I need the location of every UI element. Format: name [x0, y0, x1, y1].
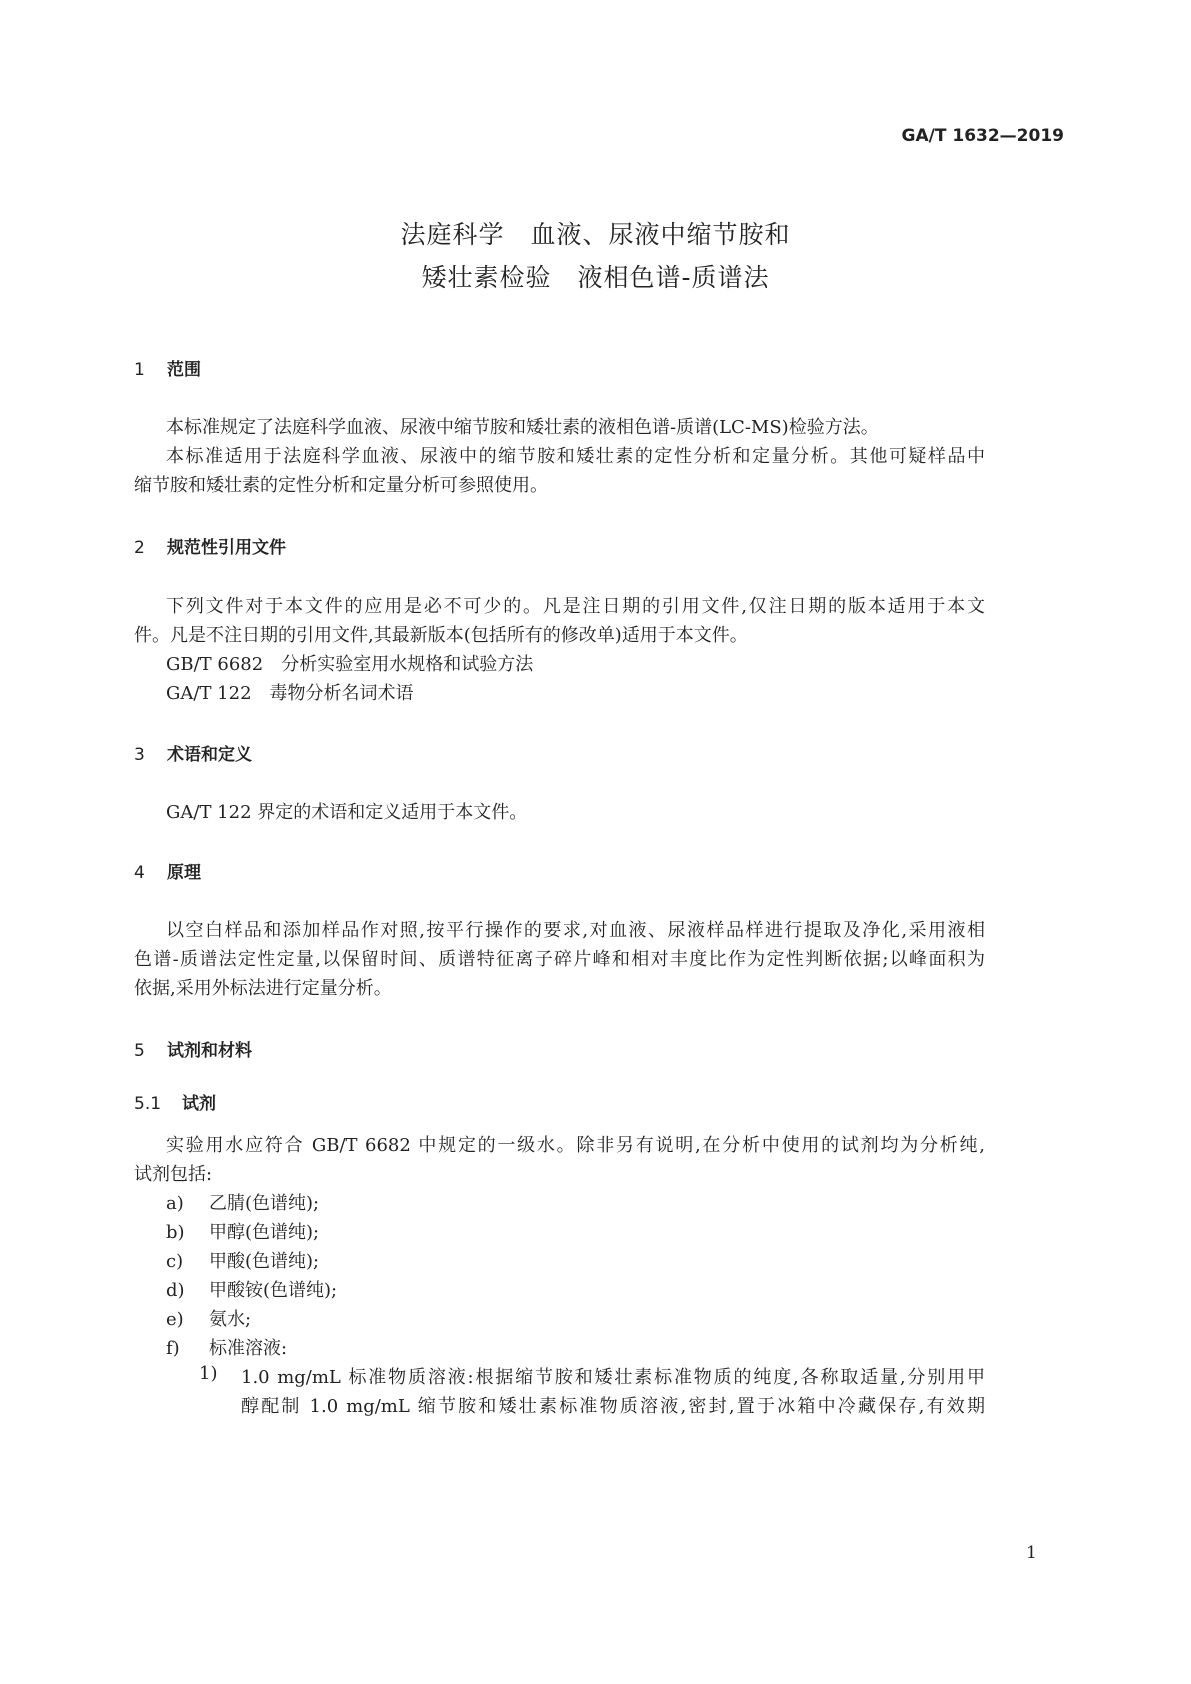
sub-list-marker: 1): [199, 1363, 218, 1384]
s1-paragraph-1: 本标准规定了法庭科学血液、尿液中缩节胺和矮壮素的液相色谱-质谱(LC-MS)检验方法。: [166, 417, 879, 438]
section-number: 5.1: [134, 1094, 162, 1114]
s3-paragraph: GA/T 122 界定的术语和定义适用于本文件。: [166, 802, 528, 823]
list-marker: e): [166, 1309, 184, 1330]
section-title: 术语和定义: [167, 745, 252, 765]
standard-number: GA/T 1632—2019: [901, 126, 1064, 146]
page-number: 1: [1026, 1543, 1037, 1563]
section-title: 原理: [167, 863, 201, 883]
sub-list-line-1: 1.0 mg/mL 标准物质溶液:根据缩节胺和矮壮素标准物质的纯度,各称取适量,分别用甲: [241, 1367, 985, 1388]
s1-paragraph-2-line-1: 本标准适用于法庭科学血液、尿液中的缩节胺和矮壮素的定性分析和定量分析。其他可疑样品中: [166, 446, 985, 467]
list-marker: b): [166, 1222, 185, 1243]
s4-paragraph-line-1: 以空白样品和添加样品作对照,按平行操作的要求,对血液、尿液样品样进行提取及净化,采用液相: [166, 920, 985, 941]
list-item: [166, 1189, 319, 1215]
section-title: 试剂: [182, 1094, 216, 1114]
section-title: 范围: [167, 360, 201, 380]
list-marker: d): [166, 1280, 185, 1301]
list-marker: f): [166, 1338, 180, 1359]
section-number: 3: [134, 745, 145, 765]
reference-gbt-6682: GB/T 6682 分析实验室用水规格和试验方法: [166, 654, 534, 675]
list-item: [166, 1276, 337, 1302]
s2-paragraph-line-1: 下列文件对于本文件的应用是必不可少的。凡是注日期的引用文件,仅注日期的版本适用于本文: [166, 596, 985, 617]
s5-1-paragraph-line-1: 实验用水应符合 GB/T 6682 中规定的一级水。除非另有说明,在分析中使用的试剂均为分析纯,: [166, 1135, 985, 1156]
s2-paragraph-line-2: 件。凡是不注日期的引用文件,其最新版本(包括所有的修改单)适用于本文件。: [134, 625, 748, 646]
list-text: 标准溶液:: [209, 1338, 288, 1359]
section-5-heading: [134, 1036, 252, 1061]
list-marker: a): [166, 1193, 184, 1214]
list-marker: c): [166, 1251, 184, 1272]
list-text: 甲醇(色谱纯);: [209, 1222, 320, 1243]
title-line-2: 矮壮素检验 液相色谱-质谱法: [421, 263, 770, 292]
list-text: 乙腈(色谱纯);: [209, 1193, 320, 1214]
s4-paragraph-line-3: 依据,采用外标法进行定量分析。: [134, 978, 392, 999]
s4-paragraph-line-2: 色谱-质谱法定性定量,以保留时间、质谱特征离子碎片峰和相对丰度比作为定性判断依据;以峰面积为: [134, 949, 985, 970]
section-number: 4: [134, 863, 145, 883]
section-1-heading: [134, 355, 201, 380]
section-number: 2: [134, 538, 145, 558]
list-item: [166, 1305, 251, 1331]
section-title: 规范性引用文件: [167, 538, 286, 558]
section-number: 1: [134, 360, 145, 380]
s5-1-paragraph-line-2: 试剂包括:: [134, 1164, 213, 1185]
section-number: 5: [134, 1041, 145, 1061]
sub-list-line-2: 醇配制 1.0 mg/mL 缩节胺和矮壮素标准物质溶液,密封,置于冰箱中冷藏保存,有效期: [241, 1396, 985, 1417]
section-5-1-heading: [134, 1089, 216, 1114]
reference-gat-122: GA/T 122 毒物分析名词术语: [166, 683, 414, 704]
list-item: [166, 1247, 319, 1273]
list-text: 甲酸铵(色谱纯);: [209, 1280, 338, 1301]
list-item: [166, 1218, 319, 1244]
section-title: 试剂和材料: [167, 1041, 252, 1061]
section-4-heading: [134, 858, 201, 883]
list-text: 氨水;: [209, 1309, 252, 1330]
s1-paragraph-2-line-2: 缩节胺和矮壮素的定性分析和定量分析可参照使用。: [134, 475, 548, 496]
title-line-1: 法庭科学 血液、尿液中缩节胺和: [400, 220, 791, 249]
list-item: [166, 1334, 287, 1360]
section-2-heading: [134, 533, 286, 558]
section-3-heading: [134, 740, 252, 765]
list-text: 甲酸(色谱纯);: [209, 1251, 320, 1272]
